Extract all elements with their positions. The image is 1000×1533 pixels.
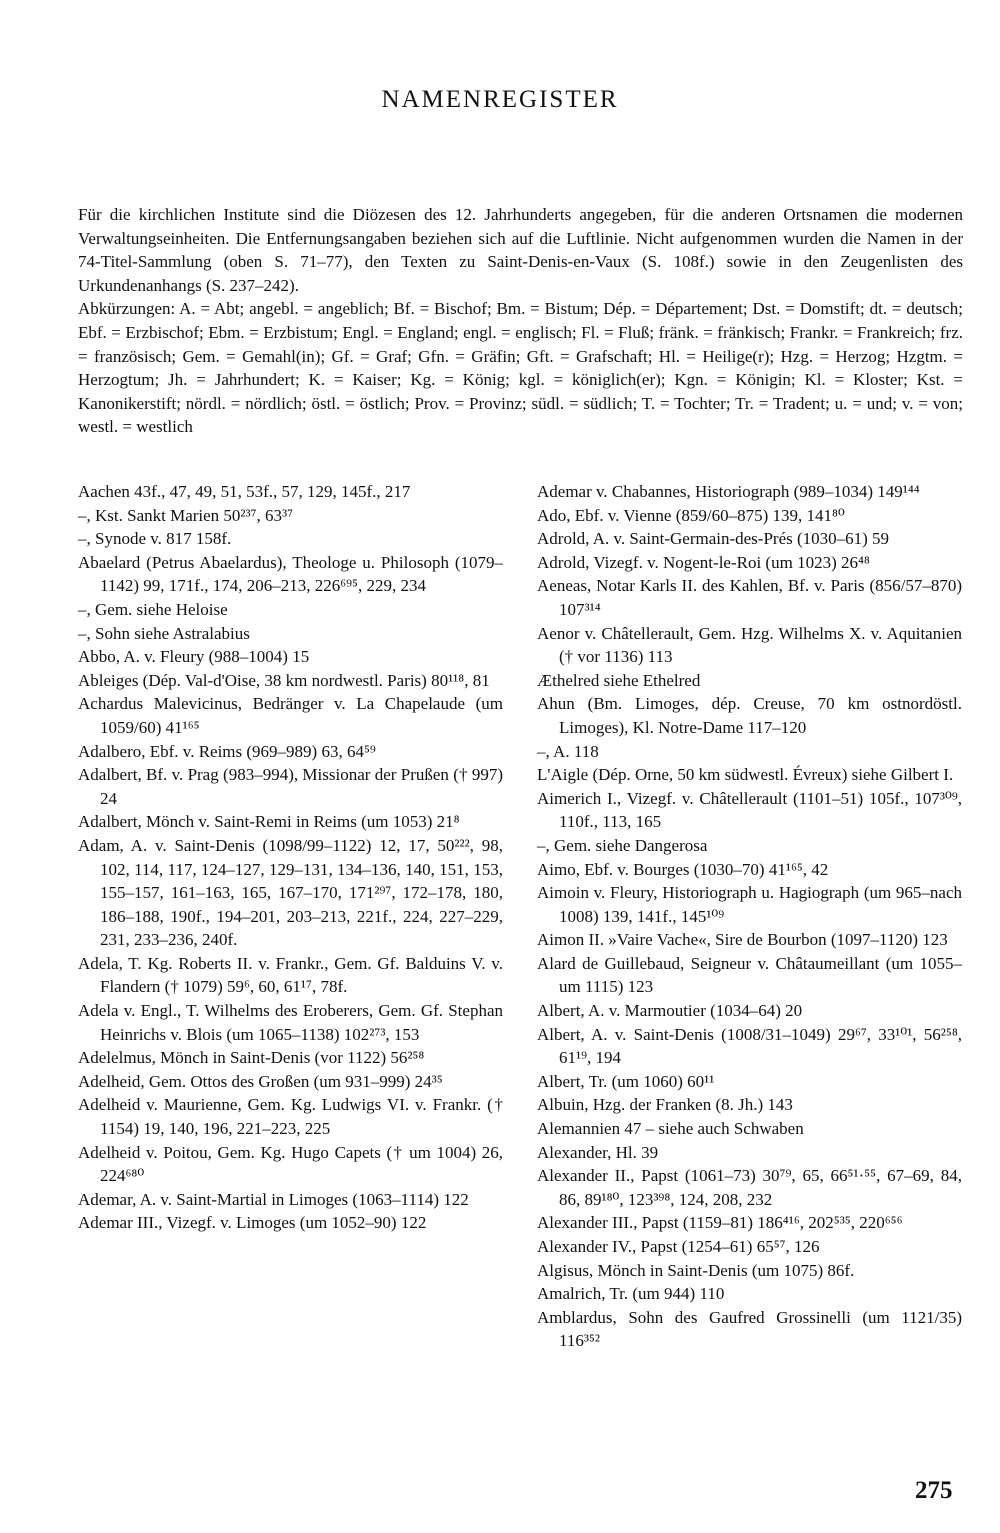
index-entry: Adela v. Engl., T. Wilhelms des Eroberers, Gem. Gf. Stephan Heinrichs v. Blois (um 1065–1138) 102²⁷³, 153 xyxy=(78,1001,503,1044)
index-entry: Albert, A. v. Saint-Denis (1008/31–1049) 29⁶⁷, 33¹⁰¹, 56²⁵⁸, 61¹⁹, 194 xyxy=(537,1024,962,1068)
index-column-right xyxy=(537,480,962,1353)
index-entry: Adela, T. Kg. Roberts II. v. Frankr., Gem. Gf. Balduins V. v. Flandern († 1079) 59⁶, 60, 61¹⁷, 78f. xyxy=(78,953,503,997)
index-entry: Aeneas, Notar Karls II. des Kahlen, Bf. v. Paris (856/57–870) 107³¹⁴ xyxy=(537,576,962,619)
page-title: NAMENREGISTER xyxy=(381,86,619,113)
index-entry: Amblardus, Sohn des Gaufred Grossinelli (um 1121/35) 116³⁵² xyxy=(537,1307,962,1351)
index-entry: Adelheid v. Poitou, Gem. Kg. Hugo Capets († um 1004) 26, 224⁶⁸⁰ xyxy=(78,1142,503,1186)
index-entry: Alexander IV., Papst (1254–61) 65⁵⁷, 126 xyxy=(537,1237,820,1256)
index-entry: –, A. 118 xyxy=(537,741,599,761)
index-entry: Ademar v. Chabannes, Historiograph (989–1034) 149¹⁴⁴ xyxy=(537,482,920,501)
index-entry: Alexander, Hl. 39 xyxy=(537,1142,659,1162)
page-number: 275 xyxy=(915,1477,953,1504)
index-entry: –, Kst. Sankt Marien 50²³⁷, 63³⁷ xyxy=(78,505,294,525)
index-entry: Aimoin v. Fleury, Historiograph u. Hagiograph (um 965–nach 1008) 139, 141f., 145¹⁰⁹ xyxy=(537,883,962,926)
index-entry: Ado, Ebf. v. Vienne (859/60–875) 139, 141⁸⁰ xyxy=(537,505,845,525)
index-entry: Algisus, Mönch in Saint-Denis (um 1075) 86f. xyxy=(537,1260,855,1280)
index-entry: Abbo, A. v. Fleury (988–1004) 15 xyxy=(78,647,310,667)
index-entry: Adalbert, Mönch v. Saint-Remi in Reims (um 1053) 21⁸ xyxy=(78,812,460,832)
index-entry: L'Aigle (Dép. Orne, 50 km südwestl. Évreux) siehe Gilbert I. xyxy=(537,765,954,785)
index-entry: Aimerich I., Vizegf. v. Châtellerault (1101–51) 105f., 107³⁰⁹, 110f., 113, 165 xyxy=(537,788,962,832)
index-entry: Adam, A. v. Saint-Denis (1098/99–1122) 12, 17, 50²²², 98, 102, 114, 117, 124–127, 129–131, 134–136, 140, 151, 153, 155–157, 161–163, 165, 167–170, 171²⁹⁷, 172–178, 180, 186–188, 190f., 194–201, 203–213, 221f., 224, 227–229, 231, 233–236, 240f. xyxy=(78,835,503,950)
index-entry: Alard de Guillebaud, Seigneur v. Châtaumeillant (um 1055–um 1115) 123 xyxy=(537,953,962,997)
index-entry: Ahun (Bm. Limoges, dép. Creuse, 70 km ostnordöstl. Limoges), Kl. Notre-Dame 117–120 xyxy=(537,694,962,737)
index-entry: Aimo, Ebf. v. Bourges (1030–70) 41¹⁶⁵, 42 xyxy=(537,859,829,879)
index-entry: Aimon II. »Vaire Vache«, Sire de Bourbon (1097–1120) 123 xyxy=(537,930,948,950)
index-entry: Æthelred siehe Ethelred xyxy=(537,670,701,690)
index-entry: Albert, A. v. Marmoutier (1034–64) 20 xyxy=(537,1001,803,1021)
index-entry: Adelheid, Gem. Ottos des Großen (um 931–999) 24³⁵ xyxy=(78,1071,443,1091)
index-entry: Alexander II., Papst (1061–73) 30⁷⁹, 65, 66⁵¹·⁵⁵, 67–69, 84, 86, 89¹⁸⁰, 123³⁹⁸, 124, 208, 232 xyxy=(537,1166,962,1209)
index-entry: Ademar, A. v. Saint-Martial in Limoges (1063–1114) 122 xyxy=(78,1189,469,1209)
index-entry: Adrold, Vizegf. v. Nogent-le-Roi (um 1023) 26⁴⁸ xyxy=(537,552,870,572)
index-entry: Adalbert, Bf. v. Prag (983–994), Missionar der Prußen († 997) 24 xyxy=(78,765,503,808)
index-entry: Abaelard (Petrus Abaelardus), Theologe u. Philosoph (1079–1142) 99, 171f., 174, 206–213, 226⁶⁹⁵, 229, 234 xyxy=(78,552,503,596)
index-entry: Aenor v. Châtellerault, Gem. Hzg. Wilhelms X. v. Aquitanien († vor 1136) 113 xyxy=(537,623,962,667)
index-entry: Adalbero, Ebf. v. Reims (969–989) 63, 64⁵⁹ xyxy=(78,741,376,761)
abbreviations-paragraph: Abkürzungen: A. = Abt; angebl. = angeblich; Bf. = Bischof; Bm. = Bistum; Dép. = Département; Dst. = Domstift; dt. = deutsch; Ebf. = Erzbischof; Ebm. = Erzbistum; Engl. = England; engl. = englisch; Fl. = Fluß; fränk. = fränkisch; Frankr. = Frankreich; frz. = französisch; Gem. = Gemahl(in); Gf. = Graf; Gfn. = Gräfin; Gft. = Grafschaft; Hl. = Heilige(r); Hzg. = Herzog; Hzgtm. = Herzogtum; Jh. = Jahrhundert; K. = Kaiser; Kg. = König; kgl. = königlich(er); Kgn. = Königin; Kl. = Kloster; Kst. = Kanonikerstift; nördl. = nördlich; östl. = östlich; Prov. = Provinz; südl. = südlich; T. = Tochter; Tr. = Tradent; u. = und; v. = von; westl. = westlich xyxy=(78,299,963,437)
index-entry: Amalrich, Tr. (um 944) 110 xyxy=(537,1284,725,1304)
index-entry: Ableiges (Dép. Val-d'Oise, 38 km nordwestl. Paris) 80¹¹⁸, 81 xyxy=(78,670,490,690)
index-entry: Aachen 43f., 47, 49, 51, 53f., 57, 129, 145f., 217 xyxy=(78,482,411,501)
index-column-left xyxy=(78,480,503,1235)
intro-paragraph: Für die kirchlichen Institute sind die Diözesen des 12. Jahrhunderts angegeben, für die anderen Ortsnamen die modernen Verwaltungseinheiten. Die Entfernungsangaben beziehen sich auf die Luftlinie. Nicht aufgenommen wurden die Namen in der 74-Titel-Sammlung (oben S. 71–77), den Texten zu Saint-Denis-en-Vaux (S. 108f.) sowie in den Zeugenlisten des Urkundenanhangs (S. 237–242). xyxy=(78,205,963,295)
index-entry: –, Sohn siehe Astralabius xyxy=(78,623,250,643)
index-entry: Albert, Tr. (um 1060) 60¹¹ xyxy=(537,1071,715,1091)
index-entry: Alemannien 47 – siehe auch Schwaben xyxy=(537,1119,804,1139)
index-entry: –, Gem. siehe Heloise xyxy=(78,599,228,619)
index-entry: Alexander III., Papst (1159–81) 186⁴¹⁶, 202⁵³⁵, 220⁶⁵⁶ xyxy=(537,1213,903,1233)
index-entry: –, Gem. siehe Dangerosa xyxy=(537,835,708,855)
index-entry: Adrold, A. v. Saint-Germain-des-Prés (1030–61) 59 xyxy=(537,529,890,549)
index-entry: Adelheid v. Maurienne, Gem. Kg. Ludwigs VI. v. Frankr. († 1154) 19, 140, 196, 221–223, 225 xyxy=(78,1095,503,1139)
index-entry: Adelelmus, Mönch in Saint-Denis (vor 1122) 56²⁵⁸ xyxy=(78,1048,425,1068)
index-entry: Ademar III., Vizegf. v. Limoges (um 1052–90) 122 xyxy=(78,1213,427,1233)
introduction xyxy=(78,203,963,439)
index-entry: –, Synode v. 817 158f. xyxy=(78,529,232,549)
index-entry: Achardus Malevicinus, Bedränger v. La Chapelaude (um 1059/60) 41¹⁶⁵ xyxy=(78,694,503,737)
index-entry: Albuin, Hzg. der Franken (8. Jh.) 143 xyxy=(537,1095,793,1115)
